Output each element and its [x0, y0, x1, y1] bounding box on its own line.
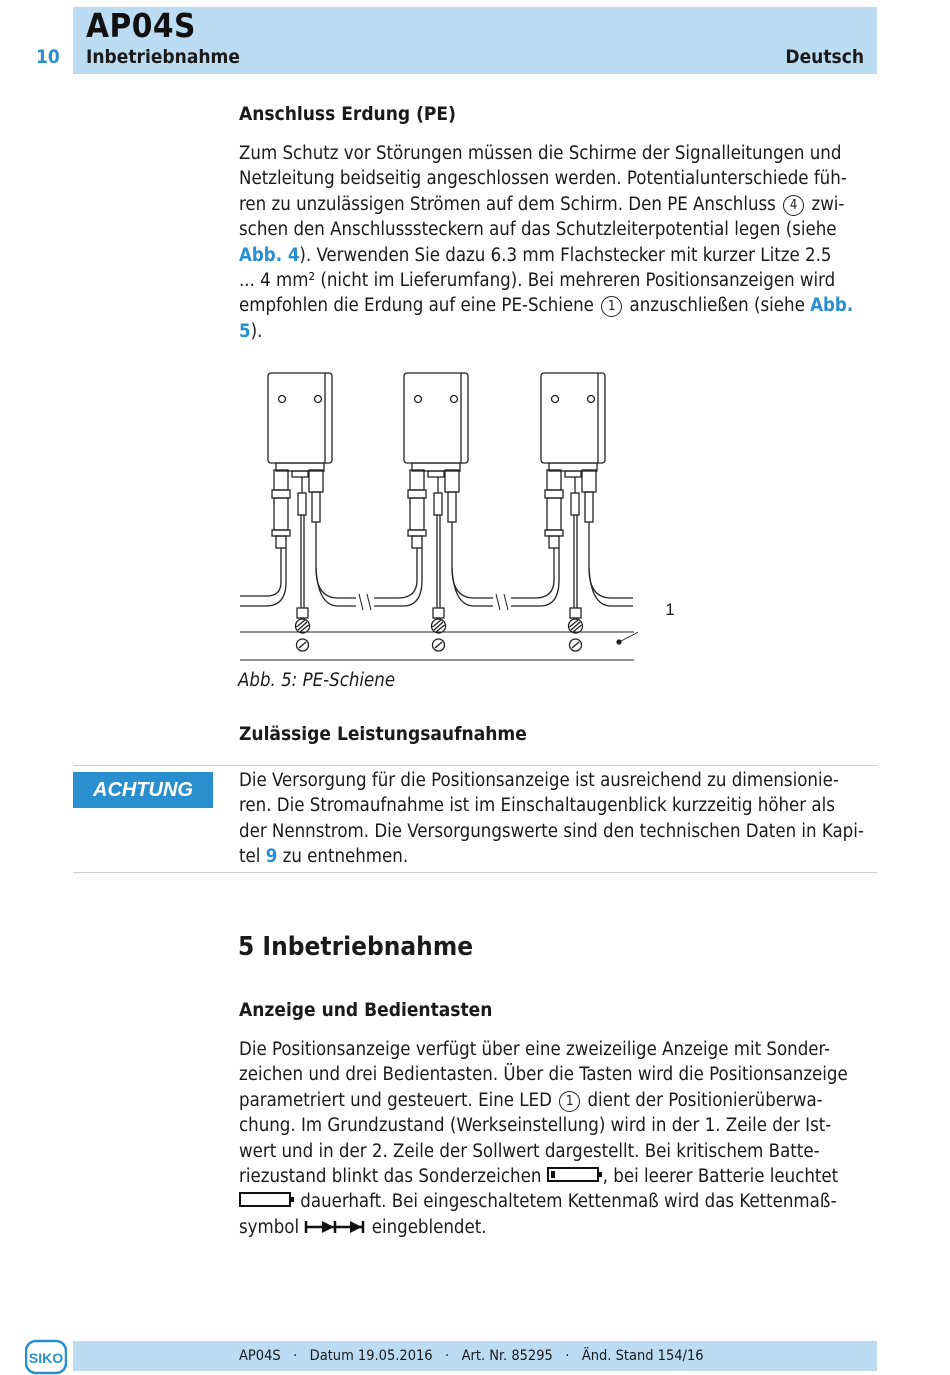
figure-callout-1: 1 — [665, 600, 675, 619]
marker-4: 4 — [783, 195, 804, 216]
s5-line-3-end: dient der Positionierüberwa- — [587, 1089, 823, 1111]
chain-dimension-icon — [304, 1219, 366, 1235]
power-paragraph — [239, 768, 879, 870]
s5-line-7-text: dauerhaft. Bei eingeschaltetem Kettenmaß wird das Kettenmaß- — [300, 1191, 837, 1213]
document-title: AP04S — [86, 6, 196, 45]
pe-line-3-text: ren zu unzulässigen Strömen auf dem Schirm. Den PE Anschluss — [239, 193, 776, 215]
pe-line-5-text: ). Verwenden Sie dazu 6.3 mm Flachstecker mit kurzer Litze 2.5 — [299, 244, 832, 266]
notice-top-divider — [73, 765, 877, 766]
s5-line-3-start: parametriert und gesteuert. Eine LED — [239, 1089, 552, 1111]
s5-line-3 — [239, 1088, 879, 1113]
pe-line-7 — [239, 293, 879, 318]
achtung-badge: ACHTUNG — [73, 772, 213, 808]
pe-line-6: ... 4 mm² (nicht im Lieferumfang). Bei mehreren Positionsanzeigen wird — [239, 270, 836, 292]
power-line-4-start: tel — [239, 846, 261, 868]
pe-line-4: schen den Anschlusssteckern auf das Schutzleiterpotential legen (siehe — [239, 219, 837, 241]
pe-line-7-text: empfohlen die Erdung auf eine PE-Schiene — [239, 295, 594, 317]
battery-empty-icon — [239, 1191, 295, 1209]
figure-ref-5[interactable]: 5 — [239, 320, 251, 342]
notice-bottom-divider — [73, 872, 877, 873]
s5-line-8-start: symbol — [239, 1216, 300, 1238]
power-line-4 — [239, 844, 879, 869]
s5-line-8-end: eingeblendet. — [371, 1216, 487, 1238]
siko-logo-text: SIKO — [28, 1350, 64, 1366]
figure-caption: Abb. 5: PE-Schiene — [238, 670, 396, 691]
power-line-3: der Nennstrom. Die Versorgungswerte sind den technischen Daten in Kapi- — [239, 820, 864, 842]
power-line-4-end: zu entnehmen. — [282, 846, 409, 868]
pe-line-8-text: ). — [250, 320, 263, 342]
s5-line-7 — [239, 1189, 879, 1214]
pe-line-5 — [239, 243, 879, 268]
s5-line-6-end: , bei leerer Batterie leuchtet — [602, 1166, 839, 1188]
battery-critical-icon — [547, 1166, 603, 1184]
pe-line-7-end: anzuschließen (siehe — [629, 295, 805, 317]
pe-line-2: Netzleitung beidseitig angeschlossen werden. Potentialunterschiede füh- — [239, 168, 847, 190]
s5-line-6-start: riezustand blinkt das Sonderzeichen — [239, 1166, 542, 1188]
pe-line-1: Zum Schutz vor Störungen müssen die Schirme der Signalleitungen und — [239, 143, 842, 164]
pe-rail-figure — [238, 368, 638, 666]
section-5-heading: 5 Inbetriebnahme — [238, 932, 474, 962]
s5-line-5: wert und in der 2. Zeile der Sollwert dargestellt. Bei kritischem Batte- — [239, 1140, 820, 1162]
pe-line-3 — [239, 192, 879, 217]
s5-line-6 — [239, 1164, 879, 1189]
pe-line-3-end: zwi- — [811, 193, 845, 215]
footer-text: AP04S · Datum 19.05.2016 · Art. Nr. 85295 · Änd. Stand 154/16 — [239, 1348, 704, 1364]
figure-ref-abb4[interactable]: Abb. 4 — [239, 244, 300, 266]
chapter-title: Inbetriebnahme — [86, 46, 240, 68]
pe-heading: Anschluss Erdung (PE) — [239, 103, 456, 125]
language-label: Deutsch — [785, 46, 864, 68]
marker-led-1: 1 — [559, 1091, 580, 1112]
chapter-ref-9[interactable]: 9 — [265, 846, 278, 868]
s5-line-8 — [239, 1215, 879, 1240]
power-heading: Zulässige Leistungsaufnahme — [239, 723, 527, 745]
s5-line-2: zeichen und drei Bedientasten. Über die Tasten wird die Positionsanzeige — [239, 1064, 848, 1086]
section-5-paragraph — [239, 1037, 879, 1240]
s5-line-4: chung. Im Grundzustand (Werkseinstellung) wird in der 1. Zeile der Ist- — [239, 1115, 832, 1137]
pe-paragraph — [239, 141, 879, 344]
siko-logo — [25, 1339, 67, 1375]
s5-line-1: Die Positionsanzeige verfügt über eine zweizeilige Anzeige mit Sonder- — [239, 1039, 831, 1060]
figure-ref-abb5[interactable]: Abb. — [810, 295, 854, 317]
pe-line-8 — [239, 319, 879, 344]
power-line-1: Die Versorgung für die Positionsanzeige ist ausreichend zu dimensionie- — [239, 770, 839, 791]
section-5-subheading: Anzeige und Bedientasten — [239, 999, 493, 1021]
page-number: 10 — [36, 46, 60, 68]
power-line-2: ren. Die Stromaufnahme ist im Einschaltaugenblick kurzzeitig höher als — [239, 795, 835, 817]
marker-1: 1 — [601, 296, 622, 317]
